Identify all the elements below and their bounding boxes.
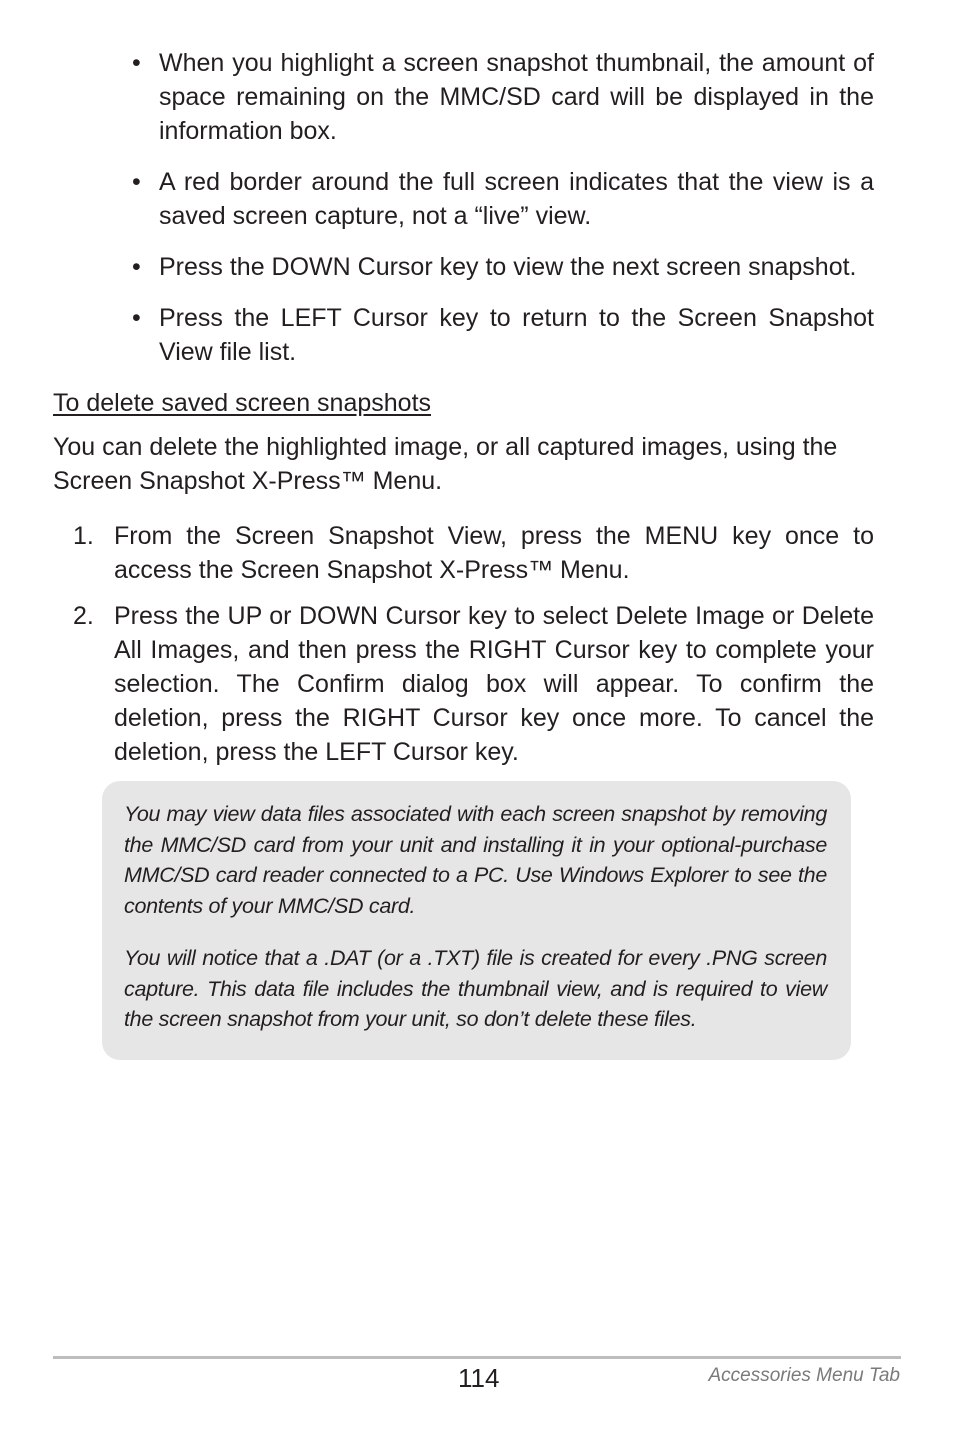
step-item [73,599,874,769]
bullet-symbol: • [132,253,141,281]
bullet-item [132,301,874,369]
bullet-item [132,46,874,148]
footer-section-name: Accessories Menu Tab [708,1365,900,1386]
note-paragraph: You will notice that a .DAT (or a .TXT) file is created for every .PNG screen capture. This data file includes the thumbnail view, and is required to view the screen snapshot from your unit, so don’t delete these files. [124,946,827,1031]
bullet-text: When you highlight a screen snapshot thumbnail, the amount of space remaining on the MMC/SD card will be displayed in the information box. [159,49,874,145]
bullet-text: Press the DOWN Cursor key to view the next screen snapshot. [159,253,857,281]
step-number: 2. [73,602,94,630]
step-number: 1. [73,522,94,550]
page-number: 114 [458,1363,500,1393]
bullet-symbol: • [132,168,141,196]
note-box [102,781,851,1060]
bullet-item [132,250,874,284]
note-paragraph: You may view data files associated with each screen snapshot by removing the MMC/SD card from your unit and installing it in your optional-purchase MMC/SD card reader connected to a PC. Use Windows Explorer to see the contents of your MMC/SD card. [124,802,827,918]
section-heading: To delete saved screen snapshots [53,389,432,417]
bullet-item [132,165,874,233]
footer-divider [53,1356,901,1359]
bullet-symbol: • [132,49,141,77]
bullet-text: A red border around the full screen indicates that the view is a saved screen capture, not a “live” view. [159,168,874,230]
step-text: From the Screen Snapshot View, press the MENU key once to access the Screen Snapshot X-Press™ Menu. [114,522,874,584]
step-text: Press the UP or DOWN Cursor key to select Delete Image or Delete All Images, and then press the RIGHT Cursor key to complete your selection. The Confirm dialog box will appear. To confirm the deletion, press the RIGHT Cursor key once more. To cancel the deletion, press the LEFT Cursor key. [114,602,874,766]
bullet-list [132,46,874,386]
numbered-steps [73,519,874,781]
section-intro: You can delete the highlighted image, or all captured images, using the Screen Snapshot X-Press™ Menu. [53,433,838,495]
bullet-text: Press the LEFT Cursor key to return to the Screen Snapshot View file list. [159,304,874,366]
bullet-symbol: • [132,304,141,332]
step-item [73,519,874,587]
